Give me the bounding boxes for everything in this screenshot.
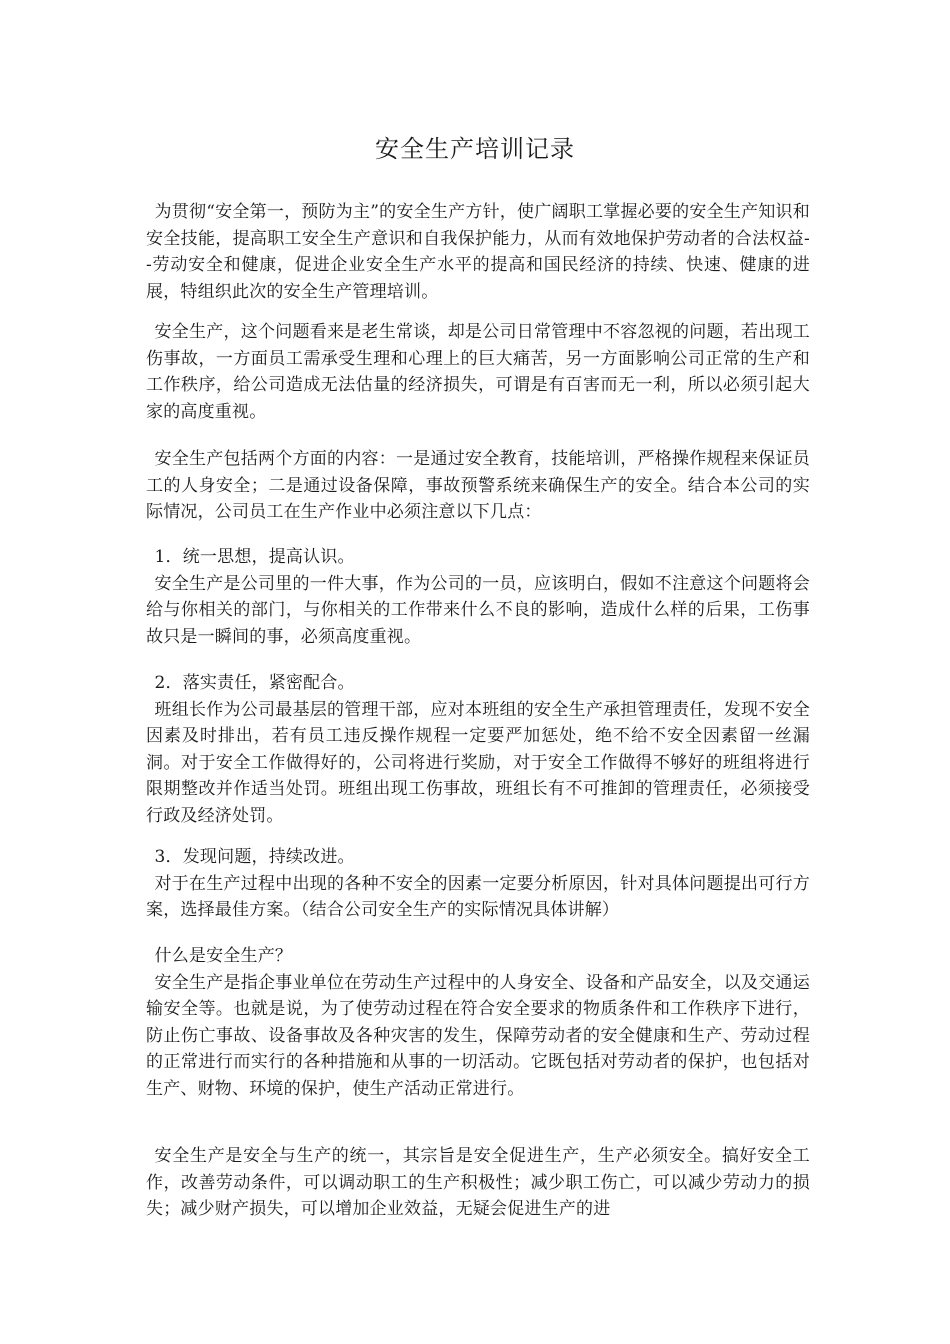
closing-text: 安全生产是安全与生产的统一，其宗旨是安全促进生产，生产必须安全。搞好安全工作，改善劳动条件，可以调动职工的生产积极性；减少职工伤亡，可以减少劳动力的损失；减少财产损失，可以增加企业效益，无疑会促进生产的进	[146, 1146, 810, 1220]
section-3	[146, 844, 810, 924]
section-2	[146, 670, 810, 830]
intro-paragraph	[146, 199, 810, 305]
safety-content-paragraph	[146, 446, 810, 526]
closing-paragraph	[146, 1143, 810, 1223]
section-3-text: 对于在生产过程中出现的各种不安全的因素一定要分析原因，针对具体问题提出可行方案，选择最佳方案。（结合公司安全生产的实际情况具体讲解）	[146, 873, 810, 921]
section-4-text: 安全生产是指企事业单位在劳动生产过程中的人身安全、设备和产品安全，以及交通运输安全等。也就是说，为了使劳动过程在符合安全要求的物质条件和工作秩序下进行，防止伤亡事故、设备事故及各种灾害的发生，保障劳动者的安全健康和生产、劳动过程的正常进行而实行的各种措施和从事的一切活动。它既包括对劳动者的保护，也包括对生产、财物、环境的保护，使生产活动正常进行。	[146, 972, 810, 1099]
section-4-heading: 什么是安全生产？	[154, 946, 293, 966]
section-2-text: 班组长作为公司最基层的管理干部，应对本班组的安全生产承担管理责任，发现不安全因素及时排出，若有员工违反操作规程一定要严加惩处，绝不给不安全因素留一丝漏洞。对于安全工作做得好的，公司将进行奖励，对于安全工作做得不够好的班组将进行限期整改并作适当处罚。班组出现工伤事故，班组长有不可推卸的管理责任，必须接受行政及经济处罚。	[146, 699, 810, 826]
safety-importance-paragraph	[146, 319, 810, 425]
section-1-heading: 1．统一思想，提高认识。	[154, 547, 355, 567]
paragraph-1: 为贯彻“安全第一，预防为主”的安全生产方针，使广阔职工掌握必要的安全生产知识和安全技能，提高职工安全生产意识和自我保护能力，从而有效地保护劳动者的合法权益--劳动安全和健康，促进企业安全生产水平的提高和国民经济的持续、快速、健康的进展，特组织此次的安全生产管理培训。	[146, 202, 810, 302]
paragraph-2: 安全生产，这个问题看来是老生常谈，却是公司日常管理中不容忽视的问题，若出现工伤事故，一方面员工需承受生理和心理上的巨大痛苦，另一方面影响公司正常的生产和工作秩序，给公司造成无法估量的经济损失，可谓是有百害而无一利，所以必须引起大家的高度重视。	[146, 322, 810, 422]
document-title: 安全生产培训记录	[375, 135, 575, 163]
section-4	[146, 943, 810, 1103]
section-1	[146, 544, 810, 650]
section-3-heading: 3．发现问题，持续改进。	[154, 847, 355, 867]
section-1-text: 安全生产是公司里的一件大事，作为公司的一员，应该明白，假如不注意这个问题将会给与你相关的部门，与你相关的工作带来什么不良的影响，造成什么样的后果，工伤事故只是一瞬间的事，必须高度重视。	[146, 573, 810, 647]
paragraph-3: 安全生产包括两个方面的内容：一是通过安全教育，技能培训，严格操作规程来保证员工的人身安全；二是通过设备保障，事故预警系统来确保生产的安全。结合本公司的实际情况，公司员工在生产作业中必须注意以下几点：	[146, 449, 810, 523]
section-2-heading: 2．落实责任，紧密配合。	[154, 673, 355, 693]
